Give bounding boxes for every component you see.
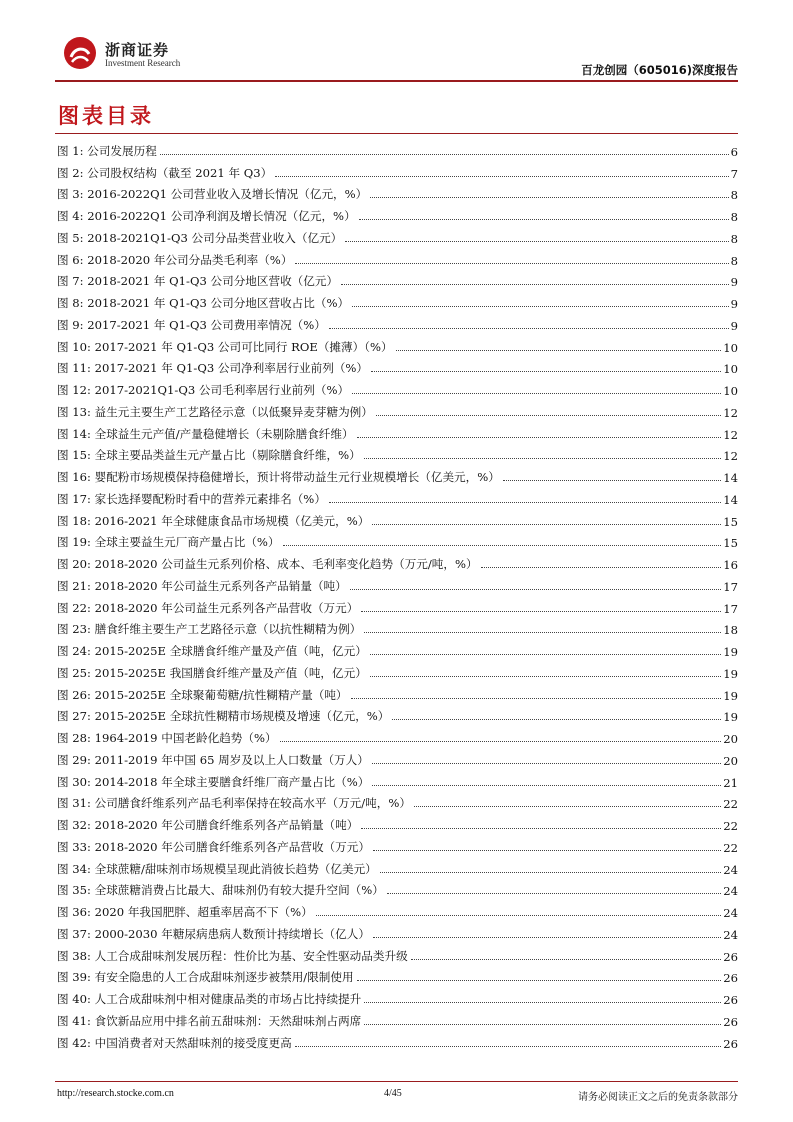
- toc-entry[interactable]: [57, 942, 738, 964]
- figure-list: [57, 137, 738, 1051]
- toc-entry-label: 图 23: 膳食纤维主要生产工艺路径示意（以抗性糊精为例）: [57, 622, 362, 637]
- toc-entry[interactable]: [57, 268, 738, 290]
- toc-entry[interactable]: [57, 463, 738, 485]
- toc-entry-leader: [371, 371, 721, 372]
- toc-entry-page: 10: [723, 384, 738, 398]
- toc-entry-label: 图 40: 人工合成甜味剂中相对健康品类的市场占比持续提升: [57, 992, 362, 1006]
- toc-entry-page: 20: [723, 753, 738, 768]
- toc-entry-page: 8: [730, 231, 738, 246]
- toc-entry-page: 22: [723, 819, 738, 833]
- toc-entry-leader: [361, 611, 721, 612]
- toc-entry[interactable]: [57, 855, 738, 877]
- toc-entry[interactable]: [57, 159, 738, 181]
- toc-entry-label: 图 31: 公司膳食纤维系列产品毛利率保持在较高水平（万元/吨，%）: [57, 796, 411, 811]
- toc-entry-page: 17: [723, 601, 738, 616]
- toc-entry[interactable]: [57, 746, 738, 768]
- toc-entry-leader: [357, 980, 722, 981]
- page-header: [55, 30, 738, 78]
- toc-entry-page: 24: [723, 862, 738, 877]
- toc-entry[interactable]: [57, 768, 738, 790]
- toc-entry-page: 8: [730, 253, 738, 268]
- toc-title: 图表目录: [58, 104, 154, 128]
- toc-entry-leader: [376, 415, 721, 416]
- toc-entry-leader: [373, 850, 721, 851]
- toc-entry-label: 图 37: 2000-2030 年糖尿病患病人数预计持续增长（亿人）: [57, 926, 370, 941]
- toc-entry[interactable]: [57, 420, 738, 442]
- toc-entry[interactable]: [57, 877, 738, 899]
- toc-entry-page: 18: [723, 623, 738, 638]
- toc-entry-label: 图 33: 2018-2020 年公司膳食纤维系列各产品营收（万元）: [57, 839, 370, 854]
- toc-entry[interactable]: [57, 355, 738, 377]
- toc-entry-page: 26: [723, 1014, 738, 1029]
- toc-entry-label: 图 30: 2014-2018 年全球主要膳食纤维厂商产量占比（%）: [57, 774, 370, 789]
- toc-entry-page: 9: [730, 275, 738, 290]
- toc-entry-page: 26: [723, 971, 738, 986]
- toc-entry-leader: [295, 263, 728, 264]
- toc-entry[interactable]: [57, 811, 738, 833]
- toc-entry-page: 19: [723, 688, 738, 703]
- toc-entry-page: 6: [730, 144, 738, 159]
- toc-entry[interactable]: [57, 376, 738, 398]
- toc-entry-label: 图 13: 益生元主要生产工艺路径示意（以低聚异麦芽糖为例）: [57, 404, 373, 419]
- toc-entry-leader: [361, 828, 721, 829]
- toc-entry-label: 图 35: 全球蔗糖消费占比最大、甜味剂仍有较大提升空间（%）: [57, 883, 384, 898]
- toc-entry[interactable]: [57, 833, 738, 855]
- toc-entry-leader: [481, 567, 722, 568]
- toc-entry-label: 图 26: 2015-2025E 全球聚葡萄糖/抗性糊精产量（吨）: [57, 687, 348, 702]
- toc-entry-leader: [160, 154, 729, 155]
- toc-entry[interactable]: [57, 920, 738, 942]
- disclaimer-note: 请务必阅读正文之后的免责条款部分: [578, 1092, 738, 1103]
- toc-entry-leader: [359, 219, 729, 220]
- toc-entry-label: 图 8: 2018-2021 年 Q1-Q3 公司分地区营收占比（%）: [57, 296, 350, 310]
- toc-entry-leader: [350, 589, 721, 590]
- toc-entry[interactable]: [57, 703, 738, 725]
- toc-entry-page: 12: [723, 449, 738, 464]
- toc-entry-leader: [329, 328, 729, 329]
- toc-entry-page: 24: [723, 927, 738, 942]
- toc-entry[interactable]: [57, 442, 738, 464]
- toc-entry-label: 图 15: 全球主要品类益生元产量占比（剔除膳食纤维，%）: [57, 448, 361, 463]
- toc-entry-label: 图 10: 2017-2021 年 Q1-Q3 公司可比同行 ROE（摊薄）（%）: [57, 339, 393, 354]
- toc-entry-label: 图 41: 食饮新品应用中排名前五甜味剂：天然甜味剂占两席: [57, 1013, 362, 1028]
- toc-entry[interactable]: [57, 790, 738, 812]
- toc-entry-leader: [503, 480, 721, 481]
- toc-entry[interactable]: [57, 202, 738, 224]
- logo-name-cn: 浙商证券: [105, 41, 170, 59]
- footer-divider: [55, 1081, 738, 1082]
- toc-entry[interactable]: [57, 898, 738, 920]
- toc-entry-label: 图 32: 2018-2020 年公司膳食纤维系列各产品销量（吨）: [57, 818, 359, 832]
- toc-entry-label: 图 14: 全球益生元产值/产量稳健增长（未剔除膳食纤维）: [57, 426, 354, 441]
- toc-entry-page: 10: [723, 340, 738, 355]
- toc-entry[interactable]: [57, 572, 738, 594]
- toc-entry-label: 图 2: 公司股权结构（截至 2021 年 Q3）: [57, 165, 273, 180]
- toc-entry-label: 图 22: 2018-2020 年公司益生元系列各产品营收（万元）: [57, 600, 359, 615]
- toc-entry[interactable]: [57, 246, 738, 268]
- toc-entry-leader: [373, 937, 721, 938]
- toc-entry[interactable]: [57, 1029, 738, 1051]
- toc-entry-label: 图 18: 2016-2021 年全球健康食品市场规模（亿美元，%）: [57, 513, 370, 528]
- header-divider: [55, 80, 738, 82]
- toc-entry-label: 图 38: 人工合成甜味剂发展历程：性价比为基、安全性驱动品类升级: [57, 948, 408, 963]
- toc-entry-leader: [372, 524, 721, 525]
- toc-entry-page: 15: [723, 514, 738, 529]
- toc-entry-page: 15: [723, 536, 738, 551]
- toc-entry-label: 图 24: 2015-2025E 全球膳食纤维产量及产值（吨，亿元）: [57, 644, 367, 658]
- toc-entry-leader: [387, 893, 721, 894]
- toc-entry-label: 图 39: 有安全隐患的人工合成甜味剂逐步被禁用/限制使用: [57, 970, 354, 985]
- toc-entry-page: 14: [723, 492, 738, 507]
- toc-entry-label: 图 12: 2017-2021Q1-Q3 公司毛利率居行业前列（%）: [57, 383, 350, 397]
- toc-entry-leader: [364, 632, 721, 633]
- toc-entry-page: 16: [723, 558, 738, 572]
- toc-entry-leader: [392, 719, 721, 720]
- toc-entry-label: 图 25: 2015-2025E 我国膳食纤维产量及产值（吨，亿元）: [57, 665, 367, 680]
- toc-entry-leader: [275, 176, 728, 177]
- toc-entry-leader: [396, 350, 722, 351]
- toc-entry[interactable]: [57, 659, 738, 681]
- toc-entry-page: 7: [730, 166, 738, 181]
- toc-entry-page: 19: [723, 666, 738, 681]
- toc-entry-label: 图 4: 2016-2022Q1 公司净利润及增长情况（亿元，%）: [57, 209, 356, 223]
- toc-entry-leader: [364, 1002, 721, 1003]
- toc-entry[interactable]: [57, 333, 738, 355]
- toc-entry-page: 12: [723, 427, 738, 442]
- toc-entry-leader: [283, 545, 722, 546]
- toc-entry[interactable]: [57, 137, 738, 159]
- page-number: 4/45: [384, 1088, 402, 1099]
- toc-entry-page: 24: [723, 884, 738, 899]
- toc-entry-leader: [357, 437, 722, 438]
- toc-entry-page: 22: [723, 840, 738, 855]
- toc-entry-leader: [345, 241, 728, 242]
- toc-entry-leader: [370, 654, 721, 655]
- toc-entry-page: 17: [723, 579, 738, 594]
- toc-entry-label: 图 36: 2020 年我国肥胖、超重率居高不下（%）: [57, 905, 313, 919]
- toc-entry-page: 24: [723, 906, 738, 920]
- toc-entry-page: 26: [723, 993, 738, 1007]
- toc-entry-label: 图 11: 2017-2021 年 Q1-Q3 公司净利率居行业前列（%）: [57, 361, 369, 376]
- toc-entry-leader: [352, 306, 729, 307]
- toc-entry-label: 图 16: 婴配粉市场规模保持稳健增长，预计将带动益生元行业规模增长（亿美元，%）: [57, 470, 500, 484]
- report-title: 百龙创园（605016)深度报告: [581, 63, 738, 77]
- toc-entry-leader: [351, 698, 722, 699]
- toc-entry-leader: [411, 959, 722, 960]
- company-logo-icon: [63, 36, 97, 70]
- toc-entry-label: 图 5: 2018-2021Q1-Q3 公司分品类营业收入（亿元）: [57, 230, 343, 245]
- toc-entry-page: 20: [723, 732, 738, 746]
- toc-entry-leader: [364, 1024, 721, 1025]
- footer-url[interactable]: http://research.stocke.com.cn: [57, 1088, 174, 1099]
- toc-entry-label: 图 21: 2018-2020 年公司益生元系列各产品销量（吨）: [57, 578, 347, 593]
- toc-entry[interactable]: [57, 594, 738, 616]
- toc-entry-label: 图 29: 2011-2019 年中国 65 周岁及以上人口数量（万人）: [57, 752, 369, 767]
- toc-entry-label: 图 28: 1964-2019 中国老龄化趋势（%）: [57, 731, 277, 745]
- toc-entry-label: 图 7: 2018-2021 年 Q1-Q3 公司分地区营收（亿元）: [57, 274, 339, 289]
- toc-entry-label: 图 42: 中国消费者对天然甜味剂的接受度更高: [57, 1035, 292, 1050]
- toc-entry-page: 14: [723, 471, 738, 485]
- toc-entry-page: 9: [730, 297, 738, 311]
- toc-entry-page: 8: [730, 210, 738, 224]
- toc-entry[interactable]: [57, 964, 738, 986]
- logo-name-en: Investment Research: [105, 58, 181, 68]
- toc-entry-page: 22: [723, 797, 738, 812]
- toc-entry[interactable]: [57, 398, 738, 420]
- toc-entry[interactable]: [57, 985, 738, 1007]
- toc-entry-leader: [414, 806, 721, 807]
- toc-entry-leader: [341, 284, 729, 285]
- toc-entry-leader: [372, 785, 721, 786]
- toc-entry-page: 26: [723, 949, 738, 964]
- toc-entry-page: 19: [723, 645, 738, 659]
- toc-entry[interactable]: [57, 181, 738, 203]
- toc-entry[interactable]: [57, 507, 738, 529]
- toc-entry-label: 图 19: 全球主要益生元厂商产量占比（%）: [57, 535, 280, 550]
- toc-entry-label: 图 1: 公司发展历程: [57, 143, 157, 158]
- toc-entry-leader: [352, 393, 721, 394]
- toc-title-divider: [55, 133, 738, 134]
- toc-entry[interactable]: [57, 681, 738, 703]
- toc-entry-page: 26: [723, 1036, 738, 1051]
- toc-entry-leader: [316, 915, 721, 916]
- toc-entry-label: 图 6: 2018-2020 年公司分品类毛利率（%）: [57, 252, 293, 267]
- toc-entry[interactable]: [57, 550, 738, 572]
- toc-entry[interactable]: [57, 1007, 738, 1029]
- toc-entry[interactable]: [57, 311, 738, 333]
- toc-entry-page: 9: [730, 318, 738, 333]
- toc-entry-label: 图 3: 2016-2022Q1 公司营业收入及增长情况（亿元，%）: [57, 187, 368, 202]
- toc-entry-label: 图 27: 2015-2025E 全球抗性糊精市场规模及增速（亿元，%）: [57, 709, 390, 724]
- toc-entry[interactable]: [57, 224, 738, 246]
- toc-entry-page: 10: [723, 362, 738, 377]
- toc-entry-leader: [372, 763, 721, 764]
- toc-entry-label: 图 20: 2018-2020 公司益生元系列价格、成本、毛利率变化趋势（万元/吨，%）: [57, 557, 478, 571]
- toc-entry-leader: [295, 1046, 722, 1047]
- toc-entry-leader: [329, 502, 721, 503]
- toc-entry-leader: [380, 872, 721, 873]
- toc-entry-leader: [364, 458, 722, 459]
- toc-entry[interactable]: [57, 616, 738, 638]
- toc-entry[interactable]: [57, 724, 738, 746]
- toc-entry-page: 21: [723, 775, 738, 790]
- toc-entry[interactable]: [57, 529, 738, 551]
- toc-entry-label: 图 17: 家长选择婴配粉时看中的营养元素排名（%）: [57, 491, 326, 506]
- toc-entry-label: 图 34: 全球蔗糖/甜味剂市场规模呈现此消彼长趋势（亿美元）: [57, 861, 377, 876]
- toc-entry[interactable]: [57, 289, 738, 311]
- toc-entry-page: 19: [723, 710, 738, 725]
- toc-entry-page: 12: [723, 405, 738, 420]
- toc-entry-page: 8: [730, 188, 738, 203]
- toc-entry[interactable]: [57, 637, 738, 659]
- toc-entry-leader: [370, 676, 721, 677]
- toc-entry-leader: [280, 741, 722, 742]
- toc-entry[interactable]: [57, 485, 738, 507]
- toc-entry-label: 图 9: 2017-2021 年 Q1-Q3 公司费用率情况（%）: [57, 317, 326, 332]
- toc-entry-leader: [370, 197, 728, 198]
